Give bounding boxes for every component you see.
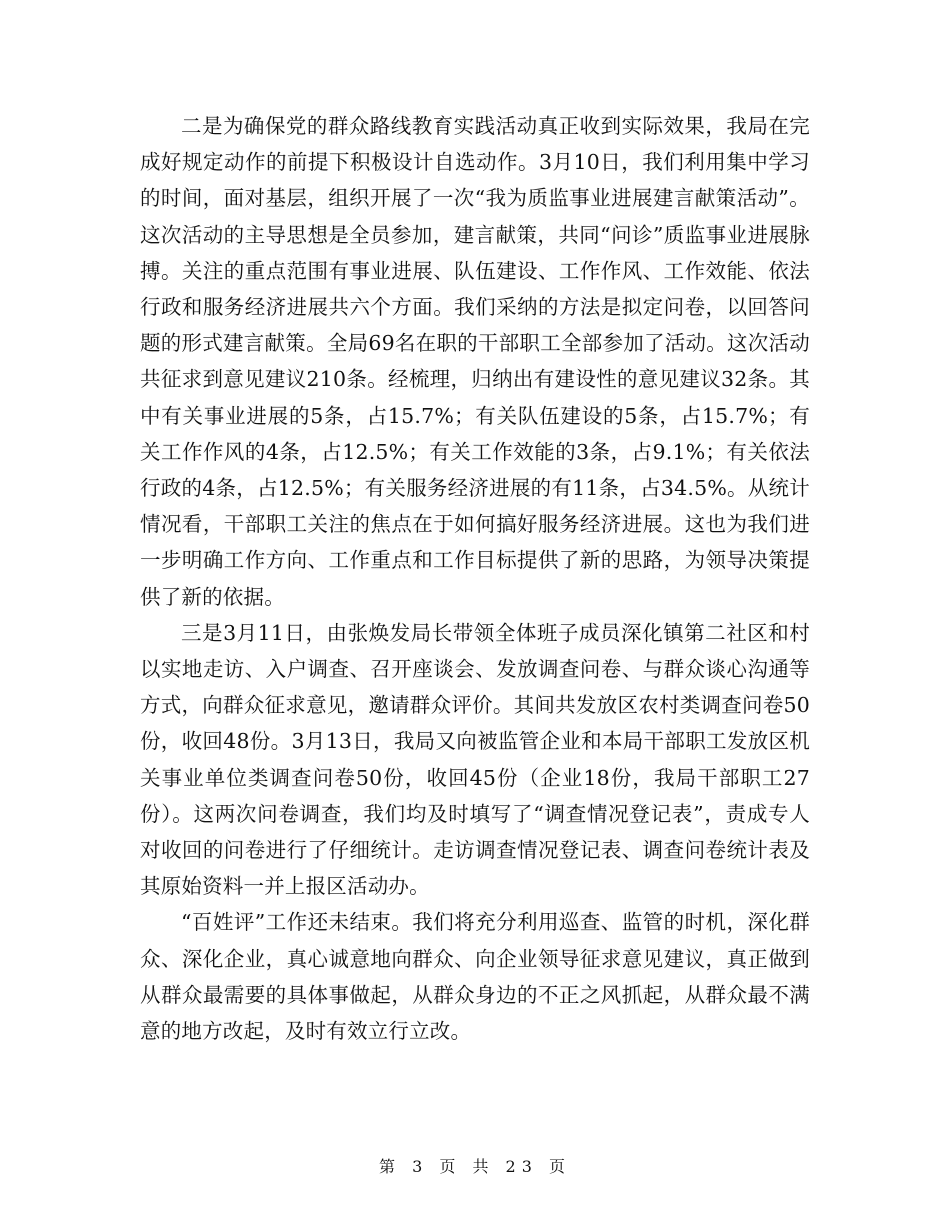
document-body — [140, 108, 810, 1049]
paragraph-2: 三是3月11日，由张焕发局长带领全体班子成员深化镇第二社区和村以实地走访、入户调查、召开座谈会、发放调查问卷、与群众谈心沟通等方式，向群众征求意见，邀请群众评价。其间共发放区农村类调查问卷50份，收回48份。3月13日，我局又向被监管企业和本局干部职工发放区机关事业单位类调查问卷50份，收回45份（企业18份，我局干部职工27份）。这两次问卷调查，我们均及时填写了“调查情况登记表”，责成专人对收回的问卷进行了仔细统计。走访调查情况登记表、调查问卷统计表及其原始资料一并上报区活动办。 — [140, 620, 810, 899]
paragraph-3: “百姓评”工作还未结束。我们将充分利用巡查、监管的时机，深化群众、深化企业，真心诚意地向群众、向企业领导征求意见建议，真正做到从群众最需要的具体事做起，从群众身边的不正之风抓起，从群众最不满意的地方改起，及时有效立行立改。 — [140, 910, 810, 1044]
paragraph-1: 二是为确保党的群众路线教育实践活动真正收到实际效果，我局在完成好规定动作的前提下积极设计自选动作。3月10日，我们利用集中学习的时间，面对基层，组织开展了一次“我为质监事业进展建言献策活动”。这次活动的主导思想是全员参加，建言献策，共同“问诊”质监事业进展脉搏。关注的重点范围有事业进展、队伍建设、工作作风、工作效能、依法行政和服务经济进展共六个方面。我们采纳的方法是拟定问卷，以回答问题的形式建言献策。全局69名在职的干部职工全部参加了活动。这次活动共征求到意见建议210条。经梳理，归纳出有建设性的意见建议32条。其中有关事业进展的5条，占15.7%；有关队伍建设的5条，占15.7%；有关工作作风的4条，占12.5%；有关工作效能的3条，占9.1%；有关依法行政的4条，占12.5%；有关服务经济进展的有11条，占34.5%。从统计情况看，干部职工关注的焦点在于如何搞好服务经济进展。这也为我们进一步明确工作方向、工作重点和工作目标提供了新的思路，为领导决策提供了新的依据。 — [140, 114, 810, 609]
page-number-footer: 第 3 页 共 23 页 — [379, 1157, 571, 1176]
